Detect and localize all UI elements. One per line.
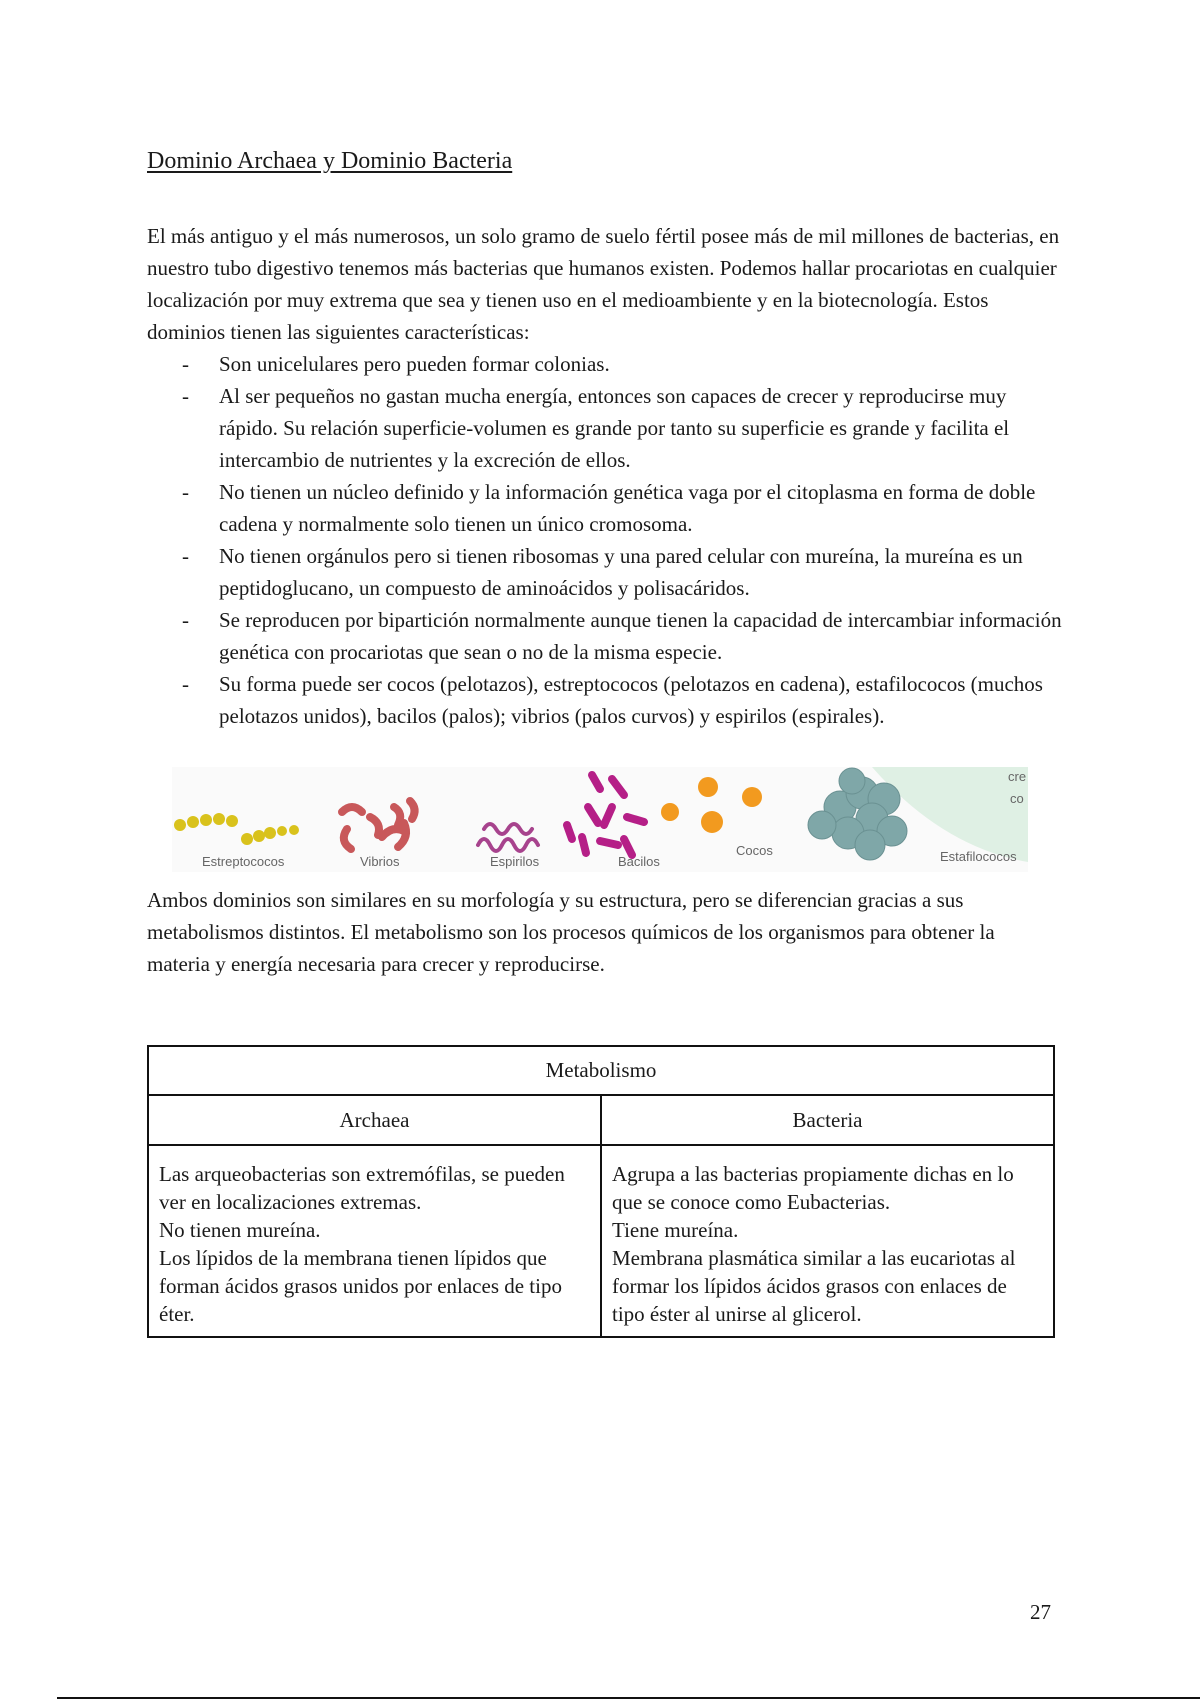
cocos-drawing xyxy=(661,777,762,833)
bacteria-shapes-illustration xyxy=(172,767,1028,872)
list-item: - No tienen orgánulos pero si tienen ribosomas y una pared celular con mureína, la mureína es un peptidoglucano, un compuesto de aminoácidos y polisacáridos. xyxy=(182,540,1062,604)
list-item: - Su forma puede ser cocos (pelotazos), estreptococos (pelotazos en cadena), estafilococos (muchos pelotazos unidos), bacilos (palos); vibrios (palos curvos) y espirilos (espirales). xyxy=(182,668,1062,732)
archaea-line: Las arqueobacterias son extremófilas, se pueden ver en localizaciones extremas. xyxy=(159,1162,565,1214)
label-vibrios: Vibrios xyxy=(360,854,400,869)
cut-text-1: cre xyxy=(1008,769,1027,784)
label-estreptococos: Estreptococos xyxy=(202,854,285,869)
archaea-cell xyxy=(148,1145,601,1337)
list-item: - No tienen un núcleo definido y la información genética vaga por el citoplasma en forma de doble cadena y normalmente solo tienen un único cromosoma. xyxy=(182,476,1062,540)
background-shape xyxy=(872,767,1028,862)
list-item: - Al ser pequeños no gastan mucha energía, entonces son capaces de crecer y reproducirse muy rápido. Su relación superficie-volumen es grande por tanto su superficie es grande y facilita el intercambio de nutrientes y la excreción de ellos. xyxy=(182,380,1062,476)
bacteria-line: Membrana plasmática similar a las eucariotas al formar los lípidos ácidos grasos con enlaces de tipo éster al unirse al glicerol. xyxy=(612,1246,1016,1326)
bacteria-line: Tiene mureína. xyxy=(612,1218,739,1242)
list-item: - Se reproducen por bipartición normalmente aunque tienen la capacidad de intercambiar información genética con procariotas que sean o no de la misma especie. xyxy=(182,604,1062,668)
section-title: Dominio Archaea y Dominio Bacteria xyxy=(147,148,513,174)
label-espirilos: Espirilos xyxy=(490,854,540,869)
estreptococos-drawing xyxy=(174,813,299,845)
espirilos-drawing xyxy=(478,824,538,851)
list-item: - Son unicelulares pero pueden formar colonias. xyxy=(182,348,1062,380)
column-header-archaea: Archaea xyxy=(148,1095,601,1145)
page-number: 27 xyxy=(1030,1600,1051,1624)
archaea-line: No tienen mureína. xyxy=(159,1218,321,1242)
column-header-bacteria: Bacteria xyxy=(601,1095,1054,1145)
cut-text-2: co xyxy=(1010,791,1024,806)
label-estafilococos: Estafilococos xyxy=(940,849,1017,864)
metabolism-paragraph: Ambos dominios son similares en su morfología y su estructura, pero se diferencian gracias a sus metabolismos distintos. El metabolismo son los procesos químicos de los organismos para obtener la materia y energía necesaria para crecer y reproducirse. xyxy=(147,888,995,976)
label-bacilos: Bacilos xyxy=(618,854,660,869)
characteristics-list xyxy=(182,348,1062,732)
footer-divider xyxy=(57,1697,1200,1699)
bacteria-cell xyxy=(601,1145,1054,1337)
table-title: Metabolismo xyxy=(148,1046,1054,1095)
vibrios-drawing xyxy=(342,801,415,849)
bacilos-drawing xyxy=(567,775,644,855)
label-cocos: Cocos xyxy=(736,843,773,858)
metabolism-table xyxy=(147,1045,1055,1338)
intro-paragraph: El más antiguo y el más numerosos, un solo gramo de suelo fértil posee más de mil millones de bacterias, en nuestro tubo digestivo tenemos más bacterias que humanos existen. Podemos hallar procariotas en cualquier localización por muy extrema que sea y tienen uso en el medioambiente y en la biotecnología. Estos dominios tienen las siguientes características: xyxy=(147,224,1060,344)
bacteria-shapes-drawing xyxy=(172,767,1028,872)
archaea-line: Los lípidos de la membrana tienen lípidos que forman ácidos grasos unidos por enlaces de tipo éter. xyxy=(159,1246,562,1326)
bacteria-line: Agrupa a las bacterias propiamente dichas en lo que se conoce como Eubacterias. xyxy=(612,1162,1014,1214)
